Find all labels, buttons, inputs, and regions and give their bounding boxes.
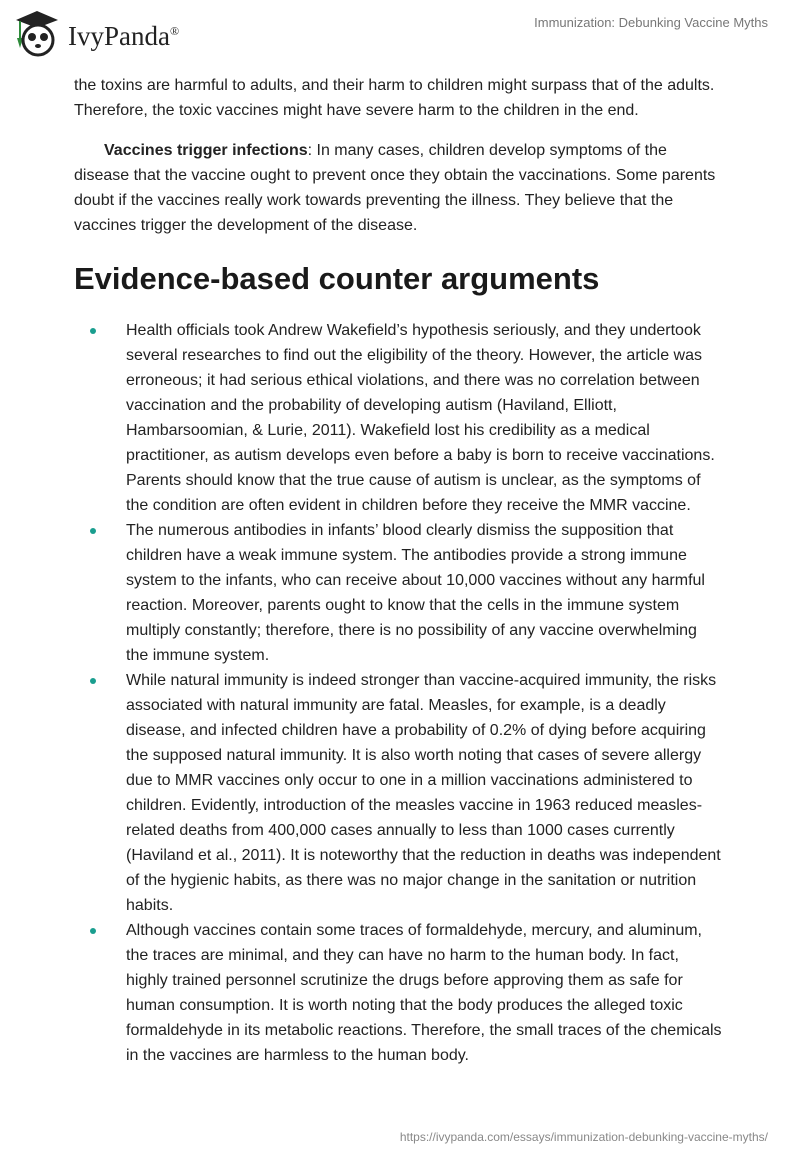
bullet-icon xyxy=(90,528,96,534)
source-url-link[interactable]: https://ivypanda.com/essays/immunization-debunking-vaccine-myths/ xyxy=(399,1130,768,1144)
bullet-icon xyxy=(90,678,96,684)
document-title: Immunization: Debunking Vaccine Myths xyxy=(534,15,768,30)
list-item-text: While natural immunity is indeed stronger than vaccine-acquired immunity, the risks associated with natural immunity are fatal. Measles, for example, is a deadly disease, and infected children have a probability of 0.2% of dying before acquiring the supposed natural immunity. It is also worth noting that cases of severe allergy due to MMR vaccines only occur to one in a million vaccinations administered to children. Evidently, introduction of the measles vaccine in 1963 reduced measles-related deaths from 400,000 cases annually to less than 1000 cases currently (Haviland et al., 2011). It is noteworthy that the reduction in deaths was independent of the hygienic habits, as there was no major change in the sanitation or nutrition habits. xyxy=(126,672,721,914)
list-item xyxy=(126,318,722,518)
paragraph xyxy=(74,138,722,238)
paragraph-bold-lead: Vaccines trigger infections xyxy=(104,142,308,159)
list-item xyxy=(126,518,722,668)
section-heading: Evidence-based counter arguments xyxy=(74,261,600,296)
paragraph: the toxins are harmful to adults, and their harm to children might surpass that of the adults. Therefore, the toxic vaccines might have severe harm to the children in the end. xyxy=(74,77,715,119)
bullet-icon xyxy=(90,928,96,934)
paragraph-text: : In many cases, children develop symptoms of the disease that the vaccine ought to prevent once they obtain the vaccinations. Some parents doubt if the vaccines really work towards preventing the illness. They believe that the vaccines trigger the development of the disease. xyxy=(74,142,716,234)
list-item-text: Although vaccines contain some traces of formaldehyde, mercury, and aluminum, the traces are minimal, and they can have no harm to the human body. In fact, highly trained personnel scrutinize the drugs before approving them as safe for human consumption. It is worth noting that the body produces the alleged toxic formaldehyde in its metabolic reactions. Therefore, the small traces of the chemicals in the vaccines are harmless to the human body. xyxy=(126,922,722,1064)
panda-logo-icon xyxy=(12,8,62,58)
list-item xyxy=(126,918,722,1068)
bullet-icon xyxy=(90,328,96,334)
list-item xyxy=(126,668,722,918)
logo-text: IvyPanda xyxy=(68,20,170,51)
bullet-list xyxy=(74,318,722,1068)
page-header xyxy=(0,0,800,70)
list-item-text: Health officials took Andrew Wakefield’s hypothesis seriously, and they undertook several researches to find out the eligibility of the theory. However, the article was erroneous; it had serious ethical violations, and there was no correlation between vaccination and the probability of developing autism (Haviland, Elliott, Hambarsoomian, & Lurie, 2011). Wakefield lost his credibility as a medical practitioner, as autism develops even before a baby is born to receive vaccinations. Parents should know that the true cause of autism is unclear, as the symptoms of the condition are often evident in children before they receive the MMR vaccine. xyxy=(126,322,715,514)
list-item-text: The numerous antibodies in infants’ blood clearly dismiss the supposition that children have a weak immune system. The antibodies provide a strong immune system to the infants, who can receive about 10,000 vaccines without any harmful reaction. Moreover, parents ought to know that the cells in the immune system multiply constantly; therefore, there is no possibility of any vaccine overwhelming the immune system. xyxy=(126,522,705,664)
registered-mark: ® xyxy=(169,23,180,38)
ivypanda-logo[interactable] xyxy=(12,8,179,58)
essay-content xyxy=(74,73,722,1068)
